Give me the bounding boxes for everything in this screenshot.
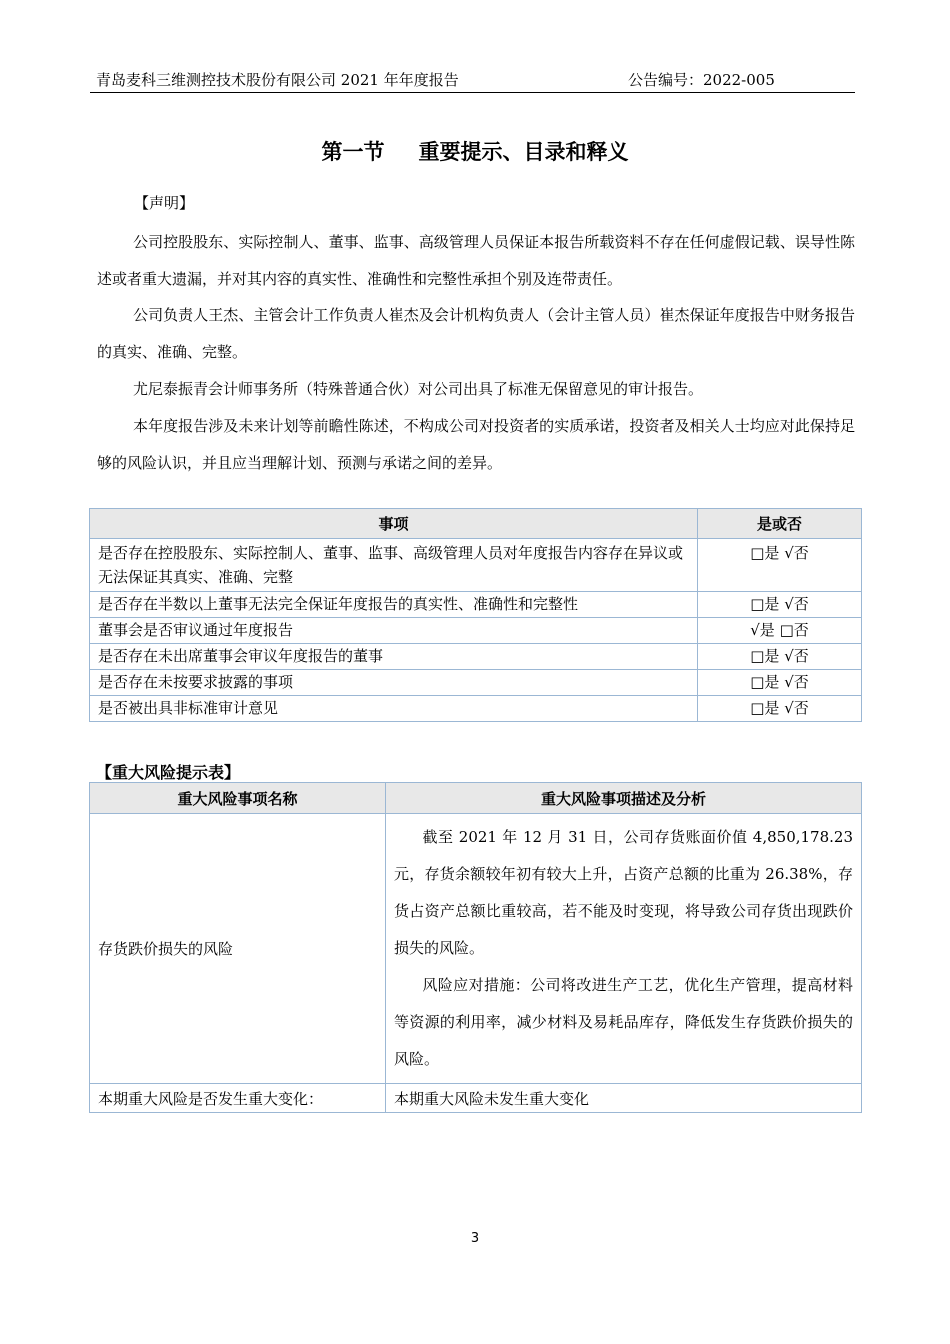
column-header: 重大风险事项描述及分析 — [386, 783, 862, 814]
matter-item: 是否存在半数以上董事无法完全保证年度报告的真实性、准确性和完整性 — [90, 592, 698, 618]
header-announcement-number: 公告编号：2022-005 — [628, 71, 775, 89]
declaration-label: 【声明】 — [134, 194, 195, 212]
table-row — [90, 670, 862, 696]
table-row — [90, 1084, 862, 1113]
declaration-paragraph: 公司负责人王杰、主管会计工作负责人崔杰及会计机构负责人（会计主管人员）崔杰保证年度报告中财务报告的真实、准确、完整。 — [97, 306, 855, 361]
matter-answer: √是 □否 — [698, 618, 862, 644]
table-row — [90, 539, 862, 592]
risk-table — [89, 782, 862, 1113]
column-header: 是或否 — [698, 509, 862, 539]
column-header: 重大风险事项名称 — [90, 783, 386, 814]
section-title-text: 重要提示、目录和释义 — [418, 140, 629, 164]
page-number: 3 — [470, 1231, 480, 1246]
table-row — [90, 618, 862, 644]
matter-item: 是否存在控股股东、实际控制人、董事、监事、高级管理人员对年度报告内容存在异议或无法保证其真实、准确、完整 — [90, 539, 698, 592]
header-company-report: 青岛麦科三维测控技术股份有限公司 2021 年年度报告 — [96, 71, 459, 89]
matter-answer: □是 √否 — [698, 539, 862, 592]
declaration-paragraph: 尤尼泰振青会计师事务所（特殊普通合伙）对公司出具了标准无保留意见的审计报告。 — [133, 380, 704, 398]
risk-change-answer: 本期重大风险未发生重大变化 — [386, 1084, 862, 1113]
column-header: 事项 — [90, 509, 698, 539]
risk-table-label: 【重大风险提示表】 — [96, 763, 241, 782]
table-row — [90, 814, 862, 1084]
matter-answer: □是 √否 — [698, 592, 862, 618]
risk-description: 截至 2021 年 12 月 31 日，公司存货账面价值 4,850,178.23 元，存货余额较年初有较大上升，占资产总额的比重为 26.38%，存货占资产总额比重较高，若不能及时变现，将导致公司存货出现跌价损失的风险。 风险应对措施：公司将改进生产工艺，优化生产管理，提高材料等资源的利用率，减少材料及易耗品库存，降低发生存货跌价损失的风险。 — [386, 814, 862, 1084]
matter-item: 是否存在未按要求披露的事项 — [90, 670, 698, 696]
section-title — [0, 136, 950, 166]
matter-item: 是否存在未出席董事会审议年度报告的董事 — [90, 644, 698, 670]
table-row — [90, 592, 862, 618]
matter-item: 是否被出具非标准审计意见 — [90, 696, 698, 722]
section-number: 第一节 — [321, 140, 385, 164]
declaration-paragraph: 本年度报告涉及未来计划等前瞻性陈述，不构成公司对投资者的实质承诺，投资者及相关人士均应对此保持足够的风险认识，并且应当理解计划、预测与承诺之间的差异。 — [97, 417, 855, 472]
matter-answer: □是 √否 — [698, 670, 862, 696]
table-header-row — [90, 783, 862, 814]
matter-answer: □是 √否 — [698, 644, 862, 670]
matter-answer: □是 √否 — [698, 696, 862, 722]
table-header-row — [90, 509, 862, 539]
header-divider — [90, 92, 855, 93]
declaration-paragraph: 公司控股股东、实际控制人、董事、监事、高级管理人员保证本报告所载资料不存在任何虚假记载、误导性陈述或者重大遗漏，并对其内容的真实性、准确性和完整性承担个别及连带责任。 — [97, 233, 855, 288]
table-row — [90, 644, 862, 670]
table-row — [90, 696, 862, 722]
risk-change-question: 本期重大风险是否发生重大变化： — [90, 1084, 386, 1113]
matter-item: 董事会是否审议通过年度报告 — [90, 618, 698, 644]
risk-name: 存货跌价损失的风险 — [90, 814, 386, 1084]
matters-table — [89, 508, 862, 722]
